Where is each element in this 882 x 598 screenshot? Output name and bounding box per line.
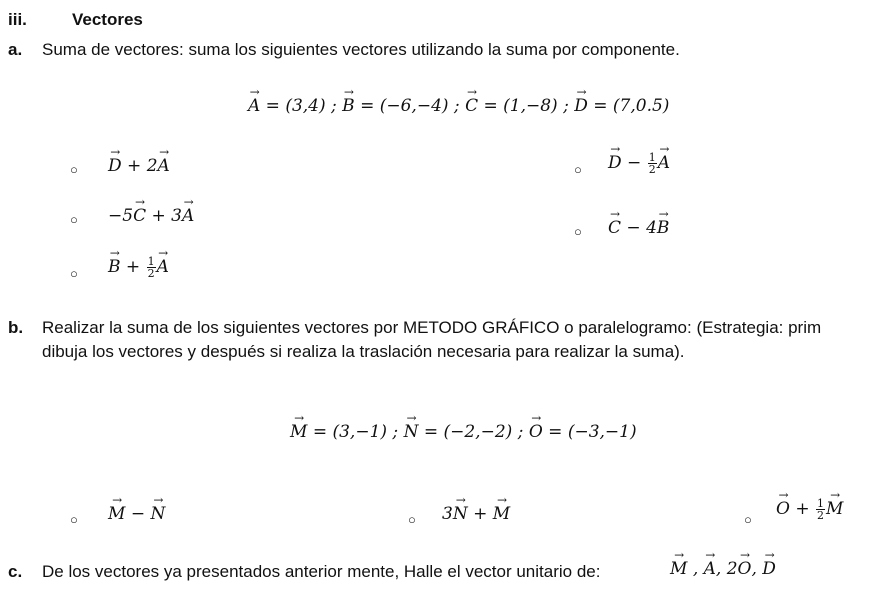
- option-b2: 3→ N + → M: [442, 504, 510, 524]
- bullet-b2: ○: [408, 512, 416, 527]
- option-a3: −5→ C + 3→ A: [108, 206, 194, 226]
- part-a-equation: → A = (3,4) ; → B = (−6,−4) ; → C = (1,−8) ; → D = (7,0.5): [248, 96, 669, 116]
- bullet-a5: ○: [70, 266, 78, 281]
- bullet-b3: ○: [744, 512, 752, 527]
- part-b-label: b.: [8, 318, 24, 337]
- option-b1: → M − → N: [108, 504, 165, 524]
- part-c-label: c.: [8, 562, 23, 581]
- part-a-text: Suma de vectores: suma los siguientes vectores utilizando la suma por componente.: [42, 40, 680, 59]
- bullet-a1: ○: [70, 162, 78, 177]
- bullet-a4: ○: [574, 224, 582, 239]
- option-a5: → B + $\frac{1}{2}$ → A: [108, 256, 169, 279]
- option-a1: → D + 2→ A: [108, 156, 170, 176]
- option-b3: → O + $\frac{1}{2}$ → M: [776, 498, 843, 521]
- bullet-b1: ○: [70, 512, 78, 527]
- option-a2: → D − $\frac{1}{2}$ → A: [608, 152, 670, 175]
- bullet-a2: ○: [574, 162, 582, 177]
- option-a4: → C − 4→ B: [608, 218, 669, 238]
- part-b-equation: → M = (3,−1) ; → N = (−2,−2) ; → O = (−3,−1): [290, 422, 637, 442]
- part-c-text: De los vectores ya presentados anterior mente, Halle el vector unitario de:: [42, 562, 601, 581]
- part-b-line1: Realizar la suma de los siguientes vectores por METODO GRÁFICO o paralelogramo: (Estrategia: prim: [42, 318, 822, 337]
- part-b-line2: dibuja los vectores y después si realiza la traslación necesaria para realizar la suma).: [42, 342, 685, 361]
- section-title: Vectores: [72, 10, 143, 29]
- part-a-label: a.: [8, 40, 23, 59]
- section-number: iii.: [8, 10, 27, 29]
- part-c-targets: → M , → A, 2→ O, → D: [670, 559, 776, 579]
- bullet-a3: ○: [70, 212, 78, 227]
